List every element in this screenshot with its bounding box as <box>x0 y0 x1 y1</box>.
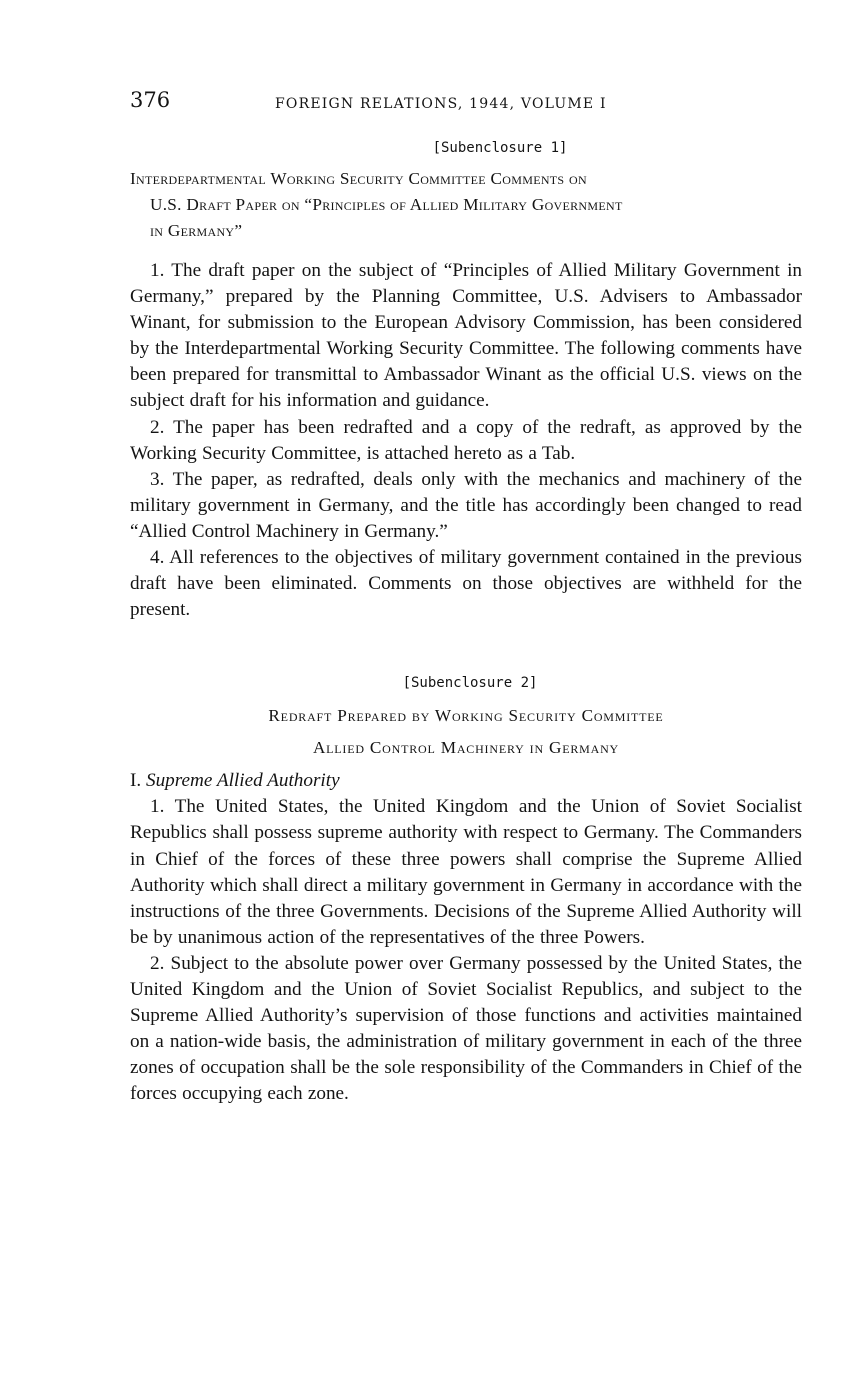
heading-line-3: in Germany” <box>150 221 243 240</box>
heading-line-2: U.S. Draft Paper on “Principles of Allied Military Government <box>150 195 623 214</box>
subenclosure-1-heading <box>130 166 802 244</box>
subenclosure-1-label: [Subenclosure 1] <box>432 140 568 156</box>
section-number: I. <box>130 770 142 792</box>
page-header <box>130 88 802 122</box>
paragraph: 2. Subject to the absolute power over Germany possessed by the United States, the United Kingdom and the Union of Soviet Socialist Republics, and subject to the Supreme Allied Authority’s supervision of those functions and activities maintained on a nation-wide basis, the administration of military government in each of the three zones of occupation shall be the sole responsibility of the Commanders in Chief of the forces occupying each zone. <box>130 952 802 1105</box>
section-title: Supreme Allied Authority <box>145 770 340 792</box>
paragraph: 4. All references to the objectives of military government contained in the previous draft have been eliminated. Comments on those objectives are withheld for the present. <box>130 547 802 621</box>
paragraph: 1. The United States, the United Kingdom and the Union of Soviet Socialist Republics shall possess supreme authority with respect to Germany. The Commanders in Chief of the forces of these three powers shall comprise the Supreme Allied Authority which shall direct a military government in Germany in accordance with the instructions of the three Governments. Decisions of the Supreme Allied Authority will be by unanimous action of the representatives of the three Powers. <box>130 796 802 948</box>
paragraph: 3. The paper, as redrafted, deals only with the mechanics and machinery of the military government in Germany, and the title has accordingly been changed to read “Allied Control Machinery in Germany.” <box>130 468 802 542</box>
running-head: FOREIGN RELATIONS, 1944, VOLUME I <box>275 96 607 112</box>
page-number: 376 <box>130 88 171 112</box>
paragraph: 2. The paper has been redrafted and a copy of the redraft, as approved by the Working Security Committee, is attached hereto as a Tab. <box>130 416 802 464</box>
section-heading <box>130 768 802 794</box>
control-machinery-heading: Allied Control Machinery in Germany <box>312 738 620 758</box>
document-page <box>130 88 802 1107</box>
heading-line-1: Interdepartmental Working Security Committee Comments on <box>130 169 587 188</box>
subenclosure-2-label: [Subenclosure 2] <box>402 675 538 692</box>
redraft-heading: Redraft Prepared by Working Security Committee <box>268 706 664 726</box>
paragraph: 1. The draft paper on the subject of “Principles of Allied Military Government in Germany,” prepared by the Planning Committee, U.S. Advisers to Ambassador Winant, for submission to the European Advisory Commission, has been considered by the Interdepartmental Working Security Committee. The following comments have been prepared for transmittal to Ambassador Winant as the official U.S. views on the subject draft for his information and guidance. <box>130 260 802 412</box>
